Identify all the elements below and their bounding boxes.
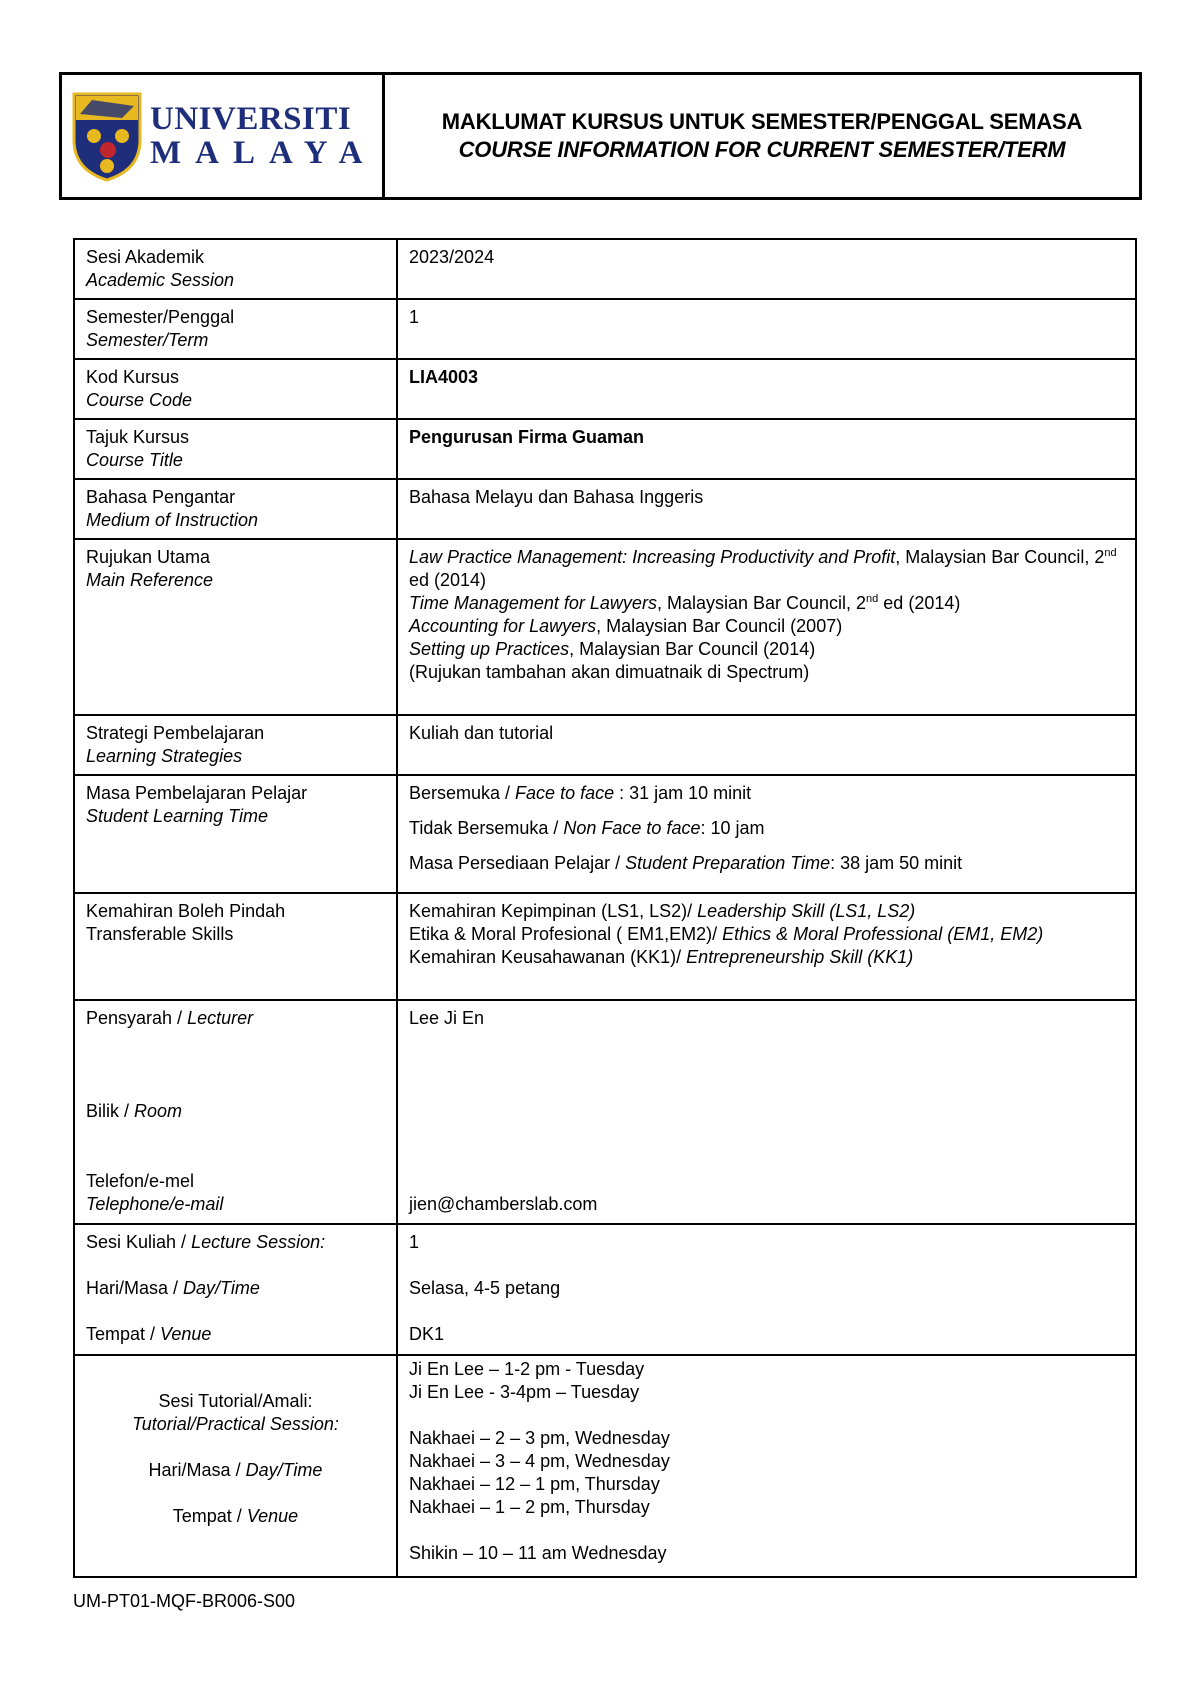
reference-2-title: Time Management for Lawyers	[409, 593, 657, 613]
row-tutorial-session: Sesi Tutorial/Amali: Tutorial/Practical Session: Hari/Masa / Day/Time Tempat / Venue Ji En Lee – 1-2 pm - Tuesday Ji En Lee - 3-4pm – Tuesday Nakhaei – 2 – 3 pm, Wednesday Nakhaei – 3 – 4 pm, Wednesday Nakhaei – 12 – 1 pm, Thursday Nakhaei – 1 – 2 pm, Thursday Shikin – 10 – 11 am Wednesday	[74, 1355, 1136, 1577]
label-ms: Kemahiran Boleh Pindah	[86, 901, 286, 921]
reference-4-title: Setting up Practices	[409, 639, 570, 659]
non-face-to-face-hours: : 10 jam	[700, 818, 765, 838]
reference-2-edition: ed (2014)	[878, 593, 961, 613]
row-lecturer: Pensyarah / Lecturer Bilik / Room Telefon/e-mel Telephone/e-mail Lee Ji En jien@chamberslab.com	[74, 1000, 1136, 1224]
crest-icon	[72, 90, 142, 182]
row-course-code	[74, 359, 1136, 419]
tutorial-slot: Nakhaei – 2 – 3 pm, Wednesday	[409, 1428, 670, 1448]
lecture-day-time: Selasa, 4-5 petang	[409, 1278, 561, 1298]
label-ms: Masa Pembelajaran Pelajar	[86, 783, 308, 803]
value-tutorial-session	[397, 1355, 1136, 1577]
tutorial-slot: Ji En Lee - 3-4pm – Tuesday	[409, 1382, 640, 1402]
value-course-code: LIA4003	[397, 359, 1136, 419]
label-en: Semester/Term	[86, 330, 209, 350]
value-academic-session: 2023/2024	[397, 239, 1136, 299]
reference-1-title: Law Practice Management: Increasing Productivity and Profit	[409, 547, 896, 567]
value-lecture-session	[397, 1224, 1136, 1355]
label-en: Course Title	[86, 450, 183, 470]
label-ms: Strategi Pembelajaran	[86, 723, 265, 743]
preparation-hours: : 38 jam 50 minit	[830, 853, 963, 873]
tutorial-slot: Shikin – 10 – 11 am Wednesday	[409, 1543, 667, 1563]
lecturer-name: Lee Ji En	[409, 1008, 485, 1028]
value-semester: 1	[397, 299, 1136, 359]
value-transferable-skills: Kemahiran Kepimpinan (LS1, LS2)/ Leadership Skill (LS1, LS2) Etika & Moral Profesional ( EM1,EM2)/ Ethics & Moral Professional (EM1, EM2) Kemahiran Keusahawanan (KK1)/ Entrepreneurship Skill (KK1)	[397, 893, 1136, 1000]
lecture-session-number: 1	[409, 1232, 420, 1252]
title-english: COURSE INFORMATION FOR CURRENT SEMESTER/TERM	[458, 137, 1066, 162]
label-ms: Bahasa Pengantar	[86, 487, 236, 507]
document-header	[59, 72, 1142, 200]
course-info-table	[73, 238, 1137, 1578]
value-main-reference	[397, 539, 1136, 715]
row-main-reference	[74, 539, 1136, 715]
row-academic-session	[74, 239, 1136, 299]
label-en: Medium of Instruction	[86, 510, 259, 530]
lecture-venue: DK1	[409, 1324, 445, 1344]
title-malay: MAKLUMAT KURSUS UNTUK SEMESTER/PENGGAL SEMASA	[441, 109, 1083, 134]
tutorial-slot: Nakhaei – 1 – 2 pm, Thursday	[409, 1497, 650, 1517]
tutorial-slot: Ji En Lee – 1-2 pm - Tuesday	[409, 1359, 645, 1379]
reference-4-publisher: , Malaysian Bar Council (2014)	[569, 639, 816, 659]
university-logo	[62, 75, 385, 197]
lecturer-email[interactable]: jien@chamberslab.com	[409, 1194, 598, 1214]
logo-line-2: MALAYA	[150, 135, 377, 171]
reference-2-ordinal: nd	[866, 593, 879, 605]
value-lecturer	[397, 1000, 1136, 1224]
value-student-learning-time: Bersemuka / Face to face : 31 jam 10 minit Tidak Bersemuka / Non Face to face: 10 jam Masa Persediaan Pelajar / Student Preparation Time: 38 jam 50 minit	[397, 775, 1136, 893]
label-en: Course Code	[86, 390, 193, 410]
label-en: Main Reference	[86, 570, 214, 590]
label-ms: Tajuk Kursus	[86, 427, 190, 447]
label-tutorial-en: Tutorial/Practical Session:	[132, 1414, 339, 1434]
reference-3-publisher: , Malaysian Bar Council (2007)	[596, 616, 843, 636]
reference-note: (Rujukan tambahan akan dimuatnaik di Spectrum)	[409, 662, 810, 682]
row-learning-strategies	[74, 715, 1136, 775]
row-transferable-skills	[74, 893, 1136, 1000]
reference-1-publisher: , Malaysian Bar Council, 2	[895, 547, 1105, 567]
label-room: Room	[134, 1101, 183, 1121]
reference-3-title: Accounting for Lawyers	[409, 616, 597, 636]
face-to-face-hours: : 31 jam 10 minit	[614, 783, 752, 803]
document-code-footer: UM-PT01-MQF-BR006-S00	[73, 1591, 296, 1611]
label-ms: Sesi Akademik	[86, 247, 205, 267]
label-telephone-en: Telephone/e-mail	[86, 1194, 224, 1214]
label-en: Student Learning Time	[86, 806, 268, 826]
row-course-title	[74, 419, 1136, 479]
tutorial-slot: Nakhaei – 3 – 4 pm, Wednesday	[409, 1451, 670, 1471]
reference-2-publisher: , Malaysian Bar Council, 2	[656, 593, 867, 613]
label-ms: Kod Kursus	[86, 367, 180, 387]
row-lecture-session: Sesi Kuliah / Lecture Session: Hari/Masa / Day/Time Tempat / Venue 1 Selasa, 4-5 petang DK1	[74, 1224, 1136, 1355]
value-course-title: Pengurusan Firma Guaman	[397, 419, 1136, 479]
reference-1-ordinal: nd	[1104, 547, 1117, 559]
reference-1-edition: ed (2014)	[409, 570, 487, 590]
label-lecturer: Lecturer	[187, 1008, 254, 1028]
label-ms: Semester/Penggal	[86, 307, 235, 327]
logo-line-1: UNIVERSITI	[150, 101, 352, 137]
label-tutorial-ms: Sesi Tutorial/Amali:	[158, 1391, 313, 1411]
value-learning-strategies: Kuliah dan tutorial	[397, 715, 1136, 775]
label-ms: Rujukan Utama	[86, 547, 211, 567]
label-en: Learning Strategies	[86, 746, 243, 766]
label-telephone-ms: Telefon/e-mel	[86, 1171, 195, 1191]
label-en: Academic Session	[86, 270, 235, 290]
label-en: Transferable Skills	[86, 924, 234, 944]
row-semester	[74, 299, 1136, 359]
row-student-learning-time	[74, 775, 1136, 893]
value-medium: Bahasa Melayu dan Bahasa Inggeris	[397, 479, 1136, 539]
row-medium-of-instruction	[74, 479, 1136, 539]
tutorial-slot: Nakhaei – 12 – 1 pm, Thursday	[409, 1474, 660, 1494]
